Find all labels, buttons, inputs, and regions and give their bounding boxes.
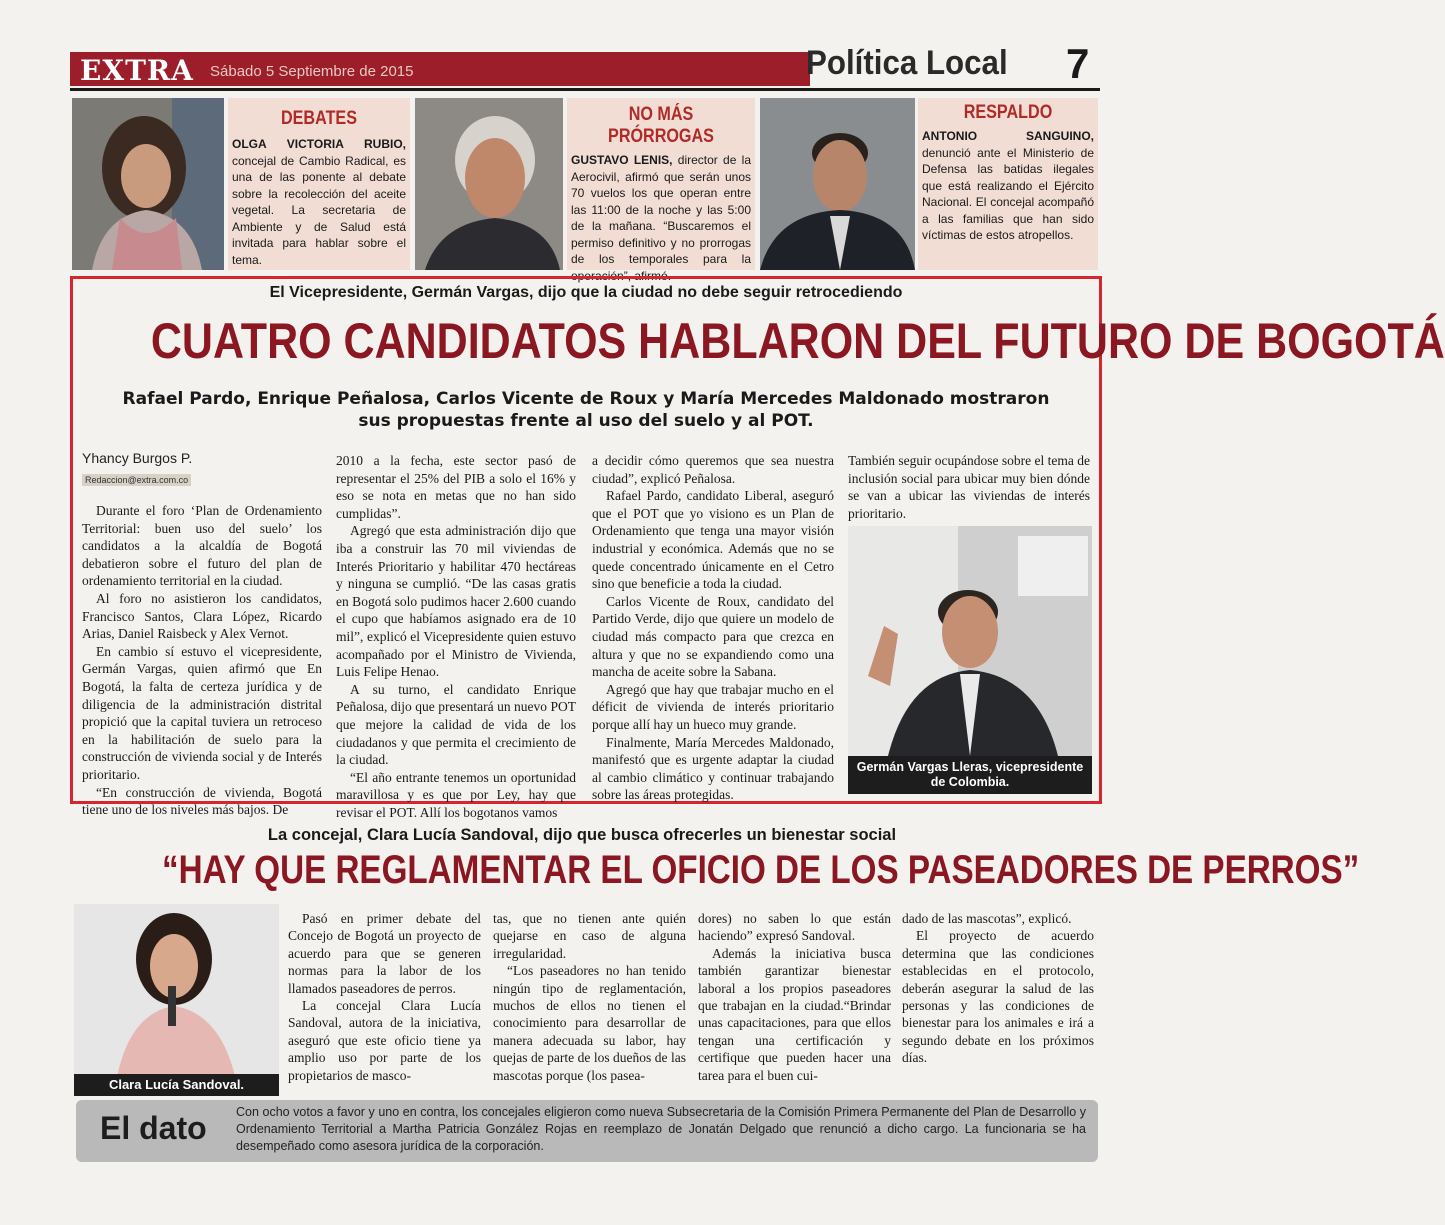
paragraph: “Los paseadores no han tenido ningún tipo de reglamentación, muchos de ellos no tienen el conocimiento para desarrollar de manera adecuada su labor, hay quejas de parte de los dueños de las mascotas porque (los pasea- <box>493 963 686 1083</box>
paragraph: dores) no saben lo que están haciendo” expresó Sandoval. <box>698 911 891 944</box>
clara-sandoval-photo <box>74 904 279 1096</box>
brief-name: OLGA VICTORIA RUBIO, <box>232 137 406 151</box>
paragraph: A su turno, el candidato Enrique Peñalosa, dijo que presentará un nuevo POT que mejore la calidad de vida de los ciudadanos y que permita el crecimiento de la ciudad. <box>336 681 576 768</box>
paragraph: Además la iniciativa busca también garantizar bienestar laboral a los propios paseadores que trabajan en la ciudad.“Brindar unas capacitaciones, para que ellos tengan una certificación y certifique que pueden hacer una tarea para el buen cui- <box>698 945 891 1083</box>
second-headline: “HAY QUE REGLAMENTAR EL OFICIO DE LOS PASEADORES DE PERROS” <box>162 848 1360 892</box>
main-column-2 <box>336 452 576 821</box>
paragraph: Finalmente, María Mercedes Maldonado, manifestó que es urgente adaptar la ciudad al cambio climático y continuar trabajando sobre las áreas protegidas. <box>592 734 834 803</box>
main-column-3 <box>592 452 834 804</box>
main-headline: CUATRO CANDIDATOS HABLARON DEL FUTURO DE BOGOTÁ <box>150 313 1445 369</box>
page-number: 7 <box>1066 40 1090 87</box>
main-column-1 <box>82 502 322 819</box>
paragraph: a decidir cómo queremos que sea nuestra ciudad”, explicó Peñalosa. <box>592 453 834 486</box>
paragraph: “El año entrante tenemos un oportunidad maravillosa y es que por Ley, hay que revisar el POT. Allí los bogotanos vamos <box>336 769 576 820</box>
header-rule <box>70 88 1100 91</box>
brief-text: denunció ante el Ministerio de Defensa las batidas ilegales que está realizando el Ejército Nacional. El concejal acompañó a las familias que han sido víctimas de estos atropellos. <box>922 145 1094 242</box>
paragraph: Rafael Pardo, candidato Liberal, aseguró que el POT que yo visiono es un Plan de Ordenamiento que tenga una mayor visión industrial y económica. Además que no se quede concentrado únicamente en el Cetro sino que beneficie a toda la ciudad. <box>592 488 834 592</box>
brief-name: ANTONIO SANGUINO, <box>922 129 1094 143</box>
paragraph: Durante el foro ‘Plan de Ordenamiento Territorial: buen uso del suelo’ los candidatos a la alcaldía de Bogotá debatieron sobre el futuro del plan de ordenamiento territorial en la ciudad. <box>82 503 322 589</box>
brief-respaldo <box>918 98 1098 270</box>
el-dato-text: Con ocho votos a favor y uno en contra, los concejales eligieron como nueva Subsecretaria de la Comisión Primera Permanente del Plan de Desarrollo y Ordenamiento Territorial a Martha Patricia González Rojas en reemplazo de Jonatán Delgado que renunció a dicho cargo. La funcionaria se ha desempeñado como asesora jurídica de la corporación. <box>236 1105 1086 1153</box>
issue-date: Sábado 5 Septiembre de 2015 <box>210 63 414 80</box>
deck-line-2: sus propuestas frente al uso del suelo y al POT. <box>358 411 814 431</box>
paragraph: 2010 a la fecha, este sector pasó de representar el 25% del PIB a solo el 16% y eso se nota en metas que no han sido cumplidas”. <box>336 453 576 521</box>
paragraph: El proyecto de acuerdo determina que las condiciones establecidas en el protocolo, deberán asegurar la salud de las personas y las condiciones de bienestar para los animales e irá a segundo debate en los próximos días. <box>902 928 1094 1066</box>
second-column-1 <box>288 910 481 1084</box>
paragraph: Agregó que hay que trabajar mucho en el déficit de vivienda de interés prioritario porque allí hay un hueco muy grande. <box>592 681 834 732</box>
brief-title: DEBATES <box>281 108 357 129</box>
byline-email: Redaccion@extra.com.co <box>82 474 191 486</box>
paragraph: Al foro no asistieron los candidatos, Francisco Santos, Clara López, Ricardo Arias, Daniel Raisbeck y Alex Vernot. <box>82 590 322 642</box>
brief-text: concejal de Cambio Radical, es una de las ponente al debate sobre la recolección del aceite vegetal. La secretaria de Ambiente y de Salud está invitada para hablar sobre el tema. <box>232 153 406 267</box>
brief-debates <box>228 98 410 270</box>
paragraph: En cambio sí estuvo el vicepresidente, Germán Vargas, quien afirmó que En Bogotá, la falta de certeza jurídica y de diligencia de la administración distrital propició que la capital tuviera un retroceso en la habilitación de suelo para la construcción de vivienda social y de Interés prioritario. <box>82 643 322 782</box>
paragraph: También seguir ocupándose sobre el tema de inclusión social para ubicar muy bien dónde se van a ubicar las viviendas de interés prioritario. <box>848 453 1090 521</box>
paragraph: Carlos Vicente de Roux, candidato del Partido Verde, dijo que quiere un modelo de ciudad más compacto para que crezca en altura y que no se expandiendo como una mancha de aceite sobre la Sabana. <box>592 593 834 680</box>
el-dato-box <box>76 1100 1098 1162</box>
paragraph: La concejal Clara Lucía Sandoval, autora de la iniciativa, aseguró que este oficio tiene ya amplio uso por parte de los propietarios de masco- <box>288 998 481 1083</box>
main-deck <box>80 388 1092 432</box>
brief-title: NO MÁS PRÓRROGAS <box>608 104 714 147</box>
byline-email-wrap <box>82 470 322 488</box>
olga-rubio-photo <box>72 98 224 270</box>
deck-line-1: Rafael Pardo, Enrique Peñalosa, Carlos Vicente de Roux y María Mercedes Maldonado mostraron <box>122 389 1050 409</box>
antonio-sanguino-photo <box>760 98 915 270</box>
second-column-2 <box>493 910 686 1084</box>
paragraph: tas, que no tienen ante quién quejarse en caso de alguna irregularidad. <box>493 911 686 961</box>
brief-no-mas-prorrogas <box>567 98 755 283</box>
paragraph: Pasó en primer debate del Concejo de Bogotá un proyecto de acuerdo para que se generen normas para la labor de los llamados paseadores de perros. <box>288 911 481 996</box>
brief-text: director de la Aerocivil, afirmó que serán unos 70 vuelos los que operan entre las 11:00 de la noche y las 5:00 de la mañana. “Buscaremos el permiso definitivo y no prorrogas de los temporales para la operación”, afirmó. <box>571 153 752 283</box>
main-photo-caption: Germán Vargas Lleras, vicepresidente de Colombia. <box>848 756 1092 794</box>
brief-body <box>918 124 1098 244</box>
brief-title: RESPALDO <box>963 102 1053 123</box>
brief-name: GUSTAVO LENIS, <box>571 153 673 167</box>
section-title: Política Local <box>806 44 1008 82</box>
main-kicker: El Vicepresidente, Germán Vargas, dijo que la ciudad no debe seguir retrocediendo <box>269 284 903 301</box>
brief-body <box>567 148 755 284</box>
el-dato-label: El dato <box>100 1110 207 1146</box>
second-column-4 <box>902 910 1094 1067</box>
paragraph: dado de las mascotas”, explicó. <box>902 911 1072 926</box>
brief-body <box>228 130 410 268</box>
byline: Yhancy Burgos P. <box>82 450 193 466</box>
second-photo-caption: Clara Lucía Sandoval. <box>74 1074 279 1096</box>
second-kicker: La concejal, Clara Lucía Sandoval, dijo que busca ofrecerles un bienestar social <box>267 826 897 844</box>
paragraph: “En construcción de vivienda, Bogotá tiene uno de los niveles más bajos. De <box>82 784 322 818</box>
german-vargas-photo <box>848 526 1092 756</box>
extra-logo: EXTRA <box>80 54 194 87</box>
second-column-3 <box>698 910 891 1084</box>
page-header <box>70 40 1100 88</box>
gustavo-lenis-photo <box>415 98 563 270</box>
paragraph: Agregó que esta administración dijo que iba a construir las 70 mil viviendas de Interés Prioritario y habilitar 470 hectáreas y ninguna se cumplió. “De las casas gratis en Bogotá solo pudimos hacer 2.600 cuando el cupo que habíamos asignado era de 10 mil”, explicó el Vicepresidente quien estuvo acompañado por el Ministro de Vivienda, Luis Felipe Henao. <box>336 523 576 680</box>
main-column-4 <box>848 452 1090 522</box>
